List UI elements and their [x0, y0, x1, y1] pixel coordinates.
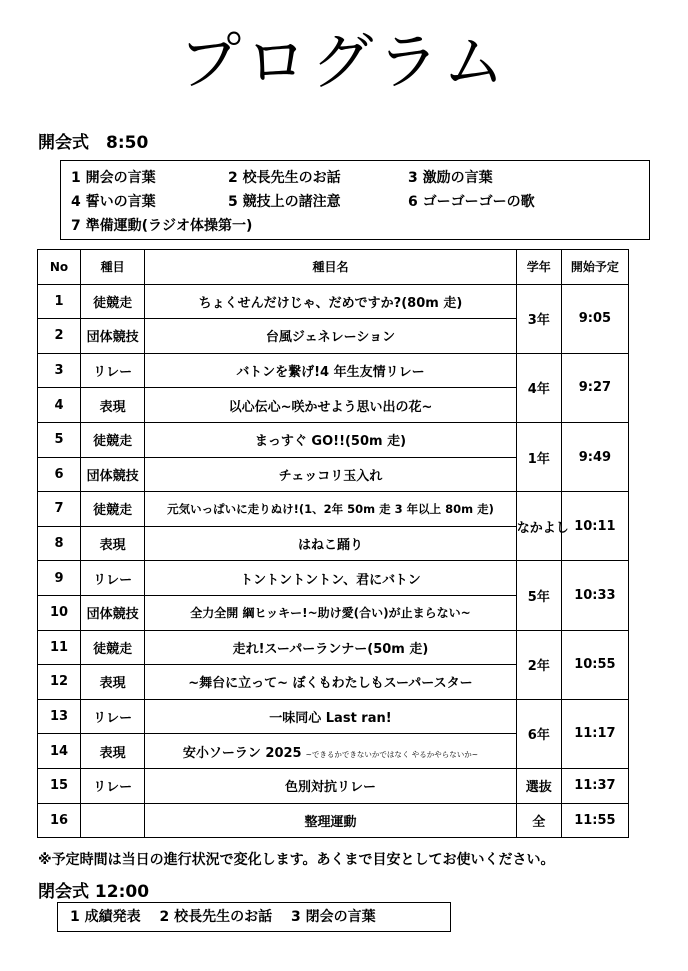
event-no: 1: [38, 284, 81, 319]
event-name-subtitle: ~できるかできないかではなく やるかやらないか~: [305, 749, 479, 759]
event-type: 徒競走: [81, 284, 145, 319]
event-name: 走れ!スーパーランナー(50m 走): [145, 630, 517, 665]
event-no: 12: [38, 665, 81, 700]
table-header-row: [38, 250, 629, 285]
opening-item: 6 ゴーゴーゴーの歌: [408, 194, 535, 210]
event-start-time: 10:55: [561, 630, 628, 699]
event-name-cell: [145, 734, 517, 769]
header-no: No: [38, 250, 81, 285]
event-name: バトンを繋げ!4 年生友情リレー: [145, 353, 517, 388]
header-grade: 学年: [516, 250, 561, 285]
event-grade: 全: [516, 803, 561, 838]
event-no: 4: [38, 388, 81, 423]
event-name: 色別対抗リレー: [145, 768, 517, 803]
header-type: 種目: [81, 250, 145, 285]
event-type: 団体競技: [81, 595, 145, 630]
event-no: 2: [38, 319, 81, 354]
event-name: トントントントン、君にバトン: [145, 561, 517, 596]
event-no: 5: [38, 422, 81, 457]
event-start-time: 11:37: [561, 768, 628, 803]
event-grade: 6年: [516, 699, 561, 768]
event-no: 13: [38, 699, 81, 734]
event-type: 徒競走: [81, 630, 145, 665]
event-name: チェッコリ玉入れ: [145, 457, 517, 492]
event-name: 安小ソーラン 2025: [182, 745, 302, 761]
event-name: まっすぐ GO!!(50m 走): [145, 422, 517, 457]
event-name: 台風ジェネレーション: [145, 319, 517, 354]
event-no: 15: [38, 768, 81, 803]
event-name: 一味同心 Last ran!: [145, 699, 517, 734]
table-row: [38, 699, 629, 734]
event-name: ~舞台に立って~ ぼくもわたしもスーパースター: [145, 665, 517, 700]
event-name: ちょくせんだけじゃ、だめですか?(80m 走): [145, 284, 517, 319]
event-no: 11: [38, 630, 81, 665]
table-row: [38, 630, 629, 665]
opening-item: 4 誓いの言葉: [71, 194, 156, 210]
event-grade: 5年: [516, 561, 561, 630]
event-start-time: 10:11: [561, 492, 628, 561]
event-start-time: 9:27: [561, 353, 628, 422]
event-grade: なかよし: [516, 492, 561, 561]
closing-item: 2 校長先生のお話: [159, 909, 273, 925]
closing-item: 3 閉会の言葉: [291, 909, 376, 925]
event-type: 徒競走: [81, 492, 145, 527]
opening-item: 5 競技上の諸注意: [228, 194, 341, 210]
event-start-time: 11:55: [561, 803, 628, 838]
event-grade: 3年: [516, 284, 561, 353]
event-type: 団体競技: [81, 457, 145, 492]
event-type: 表現: [81, 388, 145, 423]
event-name: 元気いっぱいに走りぬけ!(1、2年 50m 走 3 年以上 80m 走): [145, 492, 517, 527]
table-row: [38, 284, 629, 319]
table-row: [38, 768, 629, 803]
event-type: リレー: [81, 561, 145, 596]
header-start-time: 開始予定: [561, 250, 628, 285]
event-grade: 1年: [516, 422, 561, 491]
event-type: 表現: [81, 734, 145, 769]
table-row: [38, 422, 629, 457]
event-start-time: 9:49: [561, 422, 628, 491]
closing-item: 1 成績発表: [70, 909, 141, 925]
event-name: 整理運動: [145, 803, 517, 838]
opening-row: [71, 214, 639, 238]
event-type: リレー: [81, 699, 145, 734]
event-no: 14: [38, 734, 81, 769]
opening-row: [71, 190, 639, 214]
event-type: 表現: [81, 526, 145, 561]
table-row: [38, 803, 629, 838]
event-no: 3: [38, 353, 81, 388]
event-no: 9: [38, 561, 81, 596]
table-row: [38, 561, 629, 596]
event-type: 団体競技: [81, 319, 145, 354]
table-row: [38, 492, 629, 527]
event-name: 以心伝心~咲かせよう思い出の花~: [145, 388, 517, 423]
event-start-time: 11:17: [561, 699, 628, 768]
program-table: [37, 249, 629, 838]
event-type: リレー: [81, 768, 145, 803]
event-type: [81, 803, 145, 838]
event-no: 6: [38, 457, 81, 492]
event-grade: 2年: [516, 630, 561, 699]
opening-ceremony-label: 開会式 8:50: [38, 133, 149, 153]
opening-item: 7 準備運動(ラジオ体操第一): [71, 218, 253, 234]
event-start-time: 10:33: [561, 561, 628, 630]
event-type: 徒競走: [81, 422, 145, 457]
event-no: 7: [38, 492, 81, 527]
event-grade: 選抜: [516, 768, 561, 803]
event-type: 表現: [81, 665, 145, 700]
opening-item: 3 激励の言葉: [408, 170, 493, 186]
closing-ceremony-label: 閉会式 12:00: [38, 882, 150, 902]
opening-row: [71, 166, 639, 190]
opening-ceremony-box: [60, 160, 650, 240]
table-row: [38, 353, 629, 388]
header-event-name: 種目名: [145, 250, 517, 285]
event-name: はねこ踊り: [145, 526, 517, 561]
event-name: 全力全開 綱ヒッキー!~助け愛(合い)が止まらない~: [145, 595, 517, 630]
closing-ceremony-box: [57, 902, 451, 932]
event-grade: 4年: [516, 353, 561, 422]
event-start-time: 9:05: [561, 284, 628, 353]
schedule-note: ※予定時間は当日の進行状況で変化します。あくまで目安としてお使いください。: [38, 852, 555, 868]
event-no: 16: [38, 803, 81, 838]
event-no: 8: [38, 526, 81, 561]
event-no: 10: [38, 595, 81, 630]
page-title: プログラム: [179, 25, 509, 98]
event-type: リレー: [81, 353, 145, 388]
opening-item: 1 開会の言葉: [71, 170, 156, 186]
opening-item: 2 校長先生のお話: [228, 170, 341, 186]
